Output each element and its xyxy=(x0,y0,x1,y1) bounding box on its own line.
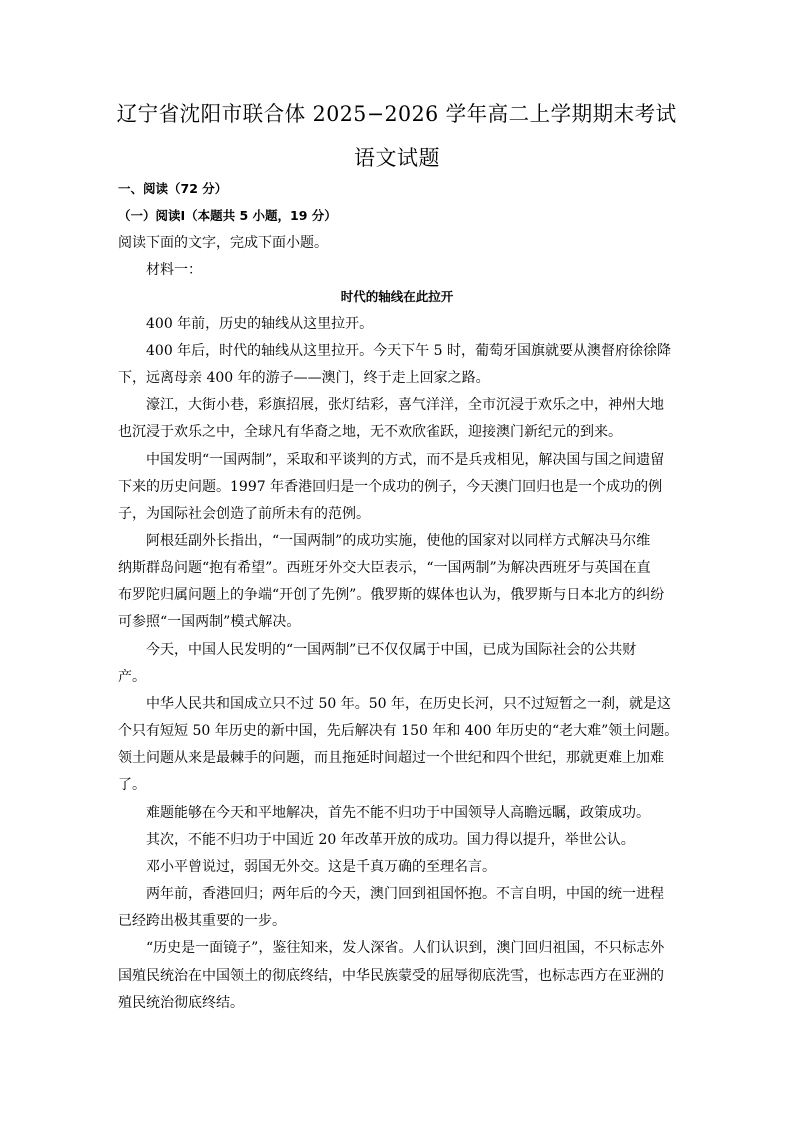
section-heading-reading: 一、阅读（72 分） xyxy=(118,181,228,196)
material-label: 材料一： xyxy=(146,262,202,278)
article-line: 子，为国际社会创造了前所未有的范例。 xyxy=(118,506,370,522)
article-line: 中华人民共和国成立只不过 50 年。50 年，在历史长河，只不过短暂之一刹，就是这 xyxy=(146,696,671,712)
article-line: 产。 xyxy=(118,669,146,685)
article-line: 领土问题从来是最棘手的问题，而且拖延时间超过一个世纪和四个世纪，那就更难上加难 xyxy=(118,750,664,766)
article-line: 国殖民统治在中国领土的彻底终结，中华民族蒙受的屈辱彻底洗雪，也标志西方在亚洲的 xyxy=(118,968,664,984)
article-line: 中国发明“一国两制”，采取和平谈判的方式，而不是兵戎相见，解决国与国之间遗留 xyxy=(146,452,665,468)
article-line: 400 年后，时代的轴线从这里拉开。今天下午 5 时，葡萄牙国旗就要从澳督府徐徐降 xyxy=(146,343,671,359)
article-line: 布罗陀归属问题上的争端“开创了先例”。俄罗斯的媒体也认为，俄罗斯与日本北方的纠纷 xyxy=(118,587,665,603)
article-line: 难题能够在今天和平地解决，首先不能不归功于中国领导人高瞻远瞩，政策成功。 xyxy=(146,805,650,821)
article-line: 个只有短短 50 年历史的新中国，先后解决有 150 年和 400 年历史的“老大难”领土问题。 xyxy=(118,723,679,739)
article-line: 濠江，大街小巷，彩旗招展，张灯结彩，喜气洋洋，全市沉浸于欢乐之中，神州大地 xyxy=(146,397,664,413)
instruction-text: 阅读下面的文字，完成下面小题。 xyxy=(118,235,328,251)
article-line: 了。 xyxy=(118,777,146,793)
article-line: 两年前，香港回归；两年后的今天，澳门回到祖国怀抱。不言自明，中国的统一进程 xyxy=(146,886,664,902)
article-line: 下来的历史问题。1997 年香港回归是一个成功的例子，今天澳门回归也是一个成功的例 xyxy=(118,479,663,495)
exam-subtitle: 语文试题 xyxy=(354,146,440,170)
article-line: 邓小平曾说过，弱国无外交。这是千真万确的至理名言。 xyxy=(146,859,496,875)
article-line: 已经跨出极其重要的一步。 xyxy=(118,913,286,929)
exam-title: 辽宁省沈阳市联合体 2025−2026 学年高二上学期期末考试 xyxy=(117,102,677,126)
article-line: “历史是一面镜子”，鉴往知来，发人深省。人们认识到，澳门回归祖国，不只标志外 xyxy=(146,940,665,956)
article-line: 纳斯群岛问题“抱有希望”。西班牙外交大臣表示，“一国两制”为解决西班牙与英国在直 xyxy=(118,560,651,576)
article-line: 殖民统治彻底终结。 xyxy=(118,995,244,1011)
article-line: 阿根廷副外长指出，“一国两制”的成功实施，使他的国家对以同样方式解决马尔维 xyxy=(146,533,651,549)
article-line: 可参照“一国两制”模式解决。 xyxy=(118,614,301,630)
article-line: 今天，中国人民发明的“一国两制”已不仅仅属于中国，已成为国际社会的公共财 xyxy=(146,642,637,658)
article-line: 400 年前，历史的轴线从这里拉开。 xyxy=(146,316,374,332)
article-title: 时代的轴线在此拉开 xyxy=(340,289,454,304)
article-line: 也沉浸于欢乐之中，全球凡有华裔之地，无不欢欣雀跃，迎接澳门新纪元的到来。 xyxy=(118,424,622,440)
subsection-heading-reading-one: （一）阅读Ⅰ（本题共 5 小题，19 分） xyxy=(118,208,337,223)
article-line: 下，远离母亲 400 年的游子——澳门，终于走上回家之路。 xyxy=(118,370,490,386)
article-line: 其次，不能不归功于中国近 20 年改革开放的成功。国力得以提升，举世公认。 xyxy=(146,832,635,848)
